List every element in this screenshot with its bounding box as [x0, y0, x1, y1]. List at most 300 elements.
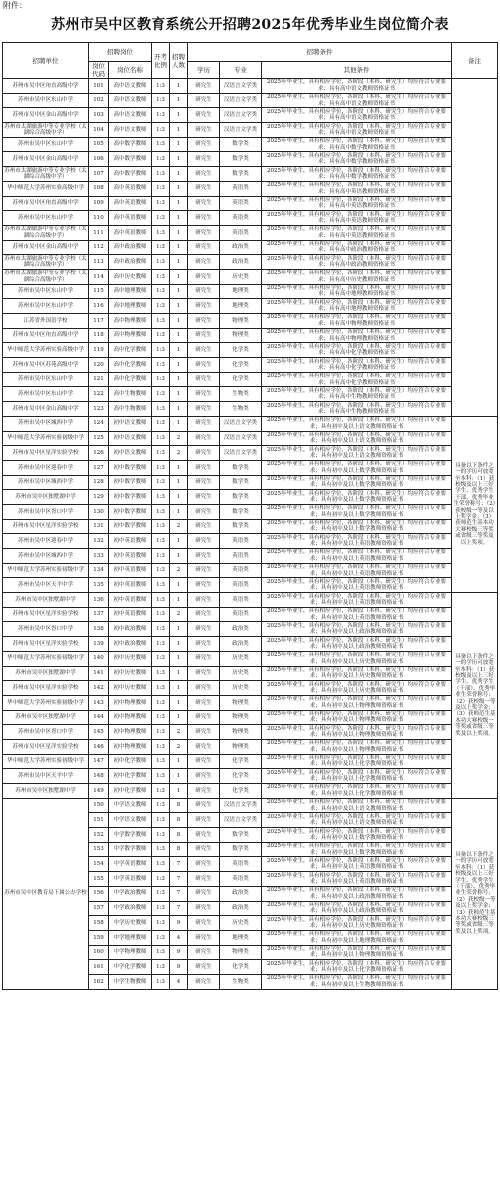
cell-major: 政治类: [220, 901, 262, 916]
cell-ratio: 1:3: [152, 813, 170, 828]
cell-post-name: 初中化学教师: [109, 754, 152, 769]
cell-major: 政治类: [220, 240, 262, 255]
cell-count: 1: [170, 490, 188, 505]
cell-other: 2025年毕业生，具有相应学位，各阶段（本科、研究生）均应符合专业要求；具有初中及以上英语教师资格证书: [262, 593, 452, 608]
cell-other: 2025年毕业生，具有相应学位，各阶段（本科、研究生）均应符合专业要求；具有初中及以上英语教师资格证书: [262, 534, 452, 549]
table-row: [3, 710, 498, 725]
cell-other: 2025年毕业生，具有相应学位，各阶段（本科、研究生）均应符合专业要求；具有初中及以上物理教师资格证书: [262, 695, 452, 710]
cell-ratio: 1:3: [152, 123, 170, 138]
cell-edu: 研究生: [188, 534, 220, 549]
cell-unit: 苏州市吴中区星洋实验学校: [3, 739, 89, 754]
cell-post-code: 111: [89, 225, 109, 240]
cell-post-name: 中学化学教师: [109, 960, 152, 975]
cell-major: 生物类: [220, 402, 262, 417]
cell-edu: 研究生: [188, 666, 220, 681]
page-title: 苏州市吴中区教育系统公开招聘2025年优秀毕业生岗位简介表: [51, 17, 449, 33]
cell-unit: 华中师范大学苏州实验初级中学: [3, 651, 89, 666]
cell-edu: 研究生: [188, 593, 220, 608]
cell-unit: 苏州市吴中区独墅湖中学: [3, 710, 89, 725]
cell-post-name: 初中历史教师: [109, 666, 152, 681]
cell-major: 数学类: [220, 842, 262, 857]
cell-other: 2025年毕业生，具有相应学位，各阶段（本科、研究生）均应符合专业要求；具有初中及以上政治教师资格证书: [262, 637, 452, 652]
header-ratio: 开考比例: [152, 43, 170, 79]
cell-other: 2025年毕业生，具有相应学位，各阶段（本科、研究生）均应符合专业要求；具有高中政治教师资格证书: [262, 255, 452, 270]
cell-post-code: 125: [89, 431, 109, 446]
cell-other: 2025年毕业生，具有相应学位，各阶段（本科、研究生）均应符合专业要求；具有初中及以上英语教师资格证书: [262, 607, 452, 622]
table-row: [3, 152, 498, 167]
table-body: [3, 79, 498, 990]
cell-note: 具备以下条件之一的学历可放宽至本科：（1）获校级及以上三好学生、优秀学生（干部）、优秀毕业生荣誉称号；（2）获校级一等及以上奖学金；（3）获师范生基本功大赛校级一等奖或省级三等奖及以上奖项。: [452, 593, 498, 799]
cell-major: 英语类: [220, 181, 262, 196]
table-row: [3, 225, 498, 240]
cell-count: 1: [170, 622, 188, 637]
cell-post-name: 高中历史教师: [109, 269, 152, 284]
cell-post-code: 122: [89, 387, 109, 402]
cell-post-name: 初中政治教师: [109, 637, 152, 652]
cell-post-code: 156: [89, 886, 109, 901]
cell-major: 汉语言文学类: [220, 79, 262, 94]
cell-post-code: 150: [89, 798, 109, 813]
cell-count: 1: [170, 108, 188, 123]
cell-other: 2025年毕业生，具有相应学位，各阶段（本科、研究生）均应符合专业要求；具有高中数学教师资格证书: [262, 137, 452, 152]
cell-other: 2025年毕业生，具有相应学位，各阶段（本科、研究生）均应符合专业要求；具有高中数学教师资格证书: [262, 167, 452, 182]
cell-major: 地理类: [220, 299, 262, 314]
table-row: [3, 387, 498, 402]
cell-edu: 研究生: [188, 181, 220, 196]
cell-ratio: 1:3: [152, 402, 170, 417]
cell-unit: 苏州市吴中区星洋实验学校: [3, 607, 89, 622]
cell-other: 2025年毕业生，具有相应学位，各阶段（本科、研究生）均应符合专业要求；具有初中及以上物理教师资格证书: [262, 725, 452, 740]
cell-ratio: 1:3: [152, 269, 170, 284]
cell-other: 2025年毕业生，具有相应学位，各阶段（本科、研究生）均应符合专业要求；具有高中数学教师资格证书: [262, 152, 452, 167]
cell-post-code: 103: [89, 108, 109, 123]
cell-unit: 华中师范大学苏州实验初级中学: [3, 754, 89, 769]
cell-unit: 苏州市吴中区城西中学: [3, 416, 89, 431]
header-edu: 学历: [188, 62, 220, 79]
table-row: [3, 534, 498, 549]
cell-post-code: 101: [89, 79, 109, 94]
cell-unit: 苏州市吴中区胥口中学: [3, 622, 89, 637]
cell-unit: 苏州市吴中区东山中学: [3, 284, 89, 299]
table-row: [3, 475, 498, 490]
cell-post-code: 115: [89, 284, 109, 299]
cell-count: 1: [170, 416, 188, 431]
cell-other: 2025年毕业生，具有相应学位，各阶段（本科、研究生）均应符合专业要求；具有高中化学教师资格证书: [262, 343, 452, 358]
cell-ratio: 1:3: [152, 710, 170, 725]
cell-edu: 研究生: [188, 681, 220, 696]
cell-ratio: 1:3: [152, 651, 170, 666]
cell-major: 历史类: [220, 681, 262, 696]
cell-edu: 研究生: [188, 798, 220, 813]
cell-post-name: 中学政治教师: [109, 886, 152, 901]
cell-post-name: 高中语文教师: [109, 108, 152, 123]
cell-post-code: 134: [89, 563, 109, 578]
cell-ratio: 1:3: [152, 504, 170, 519]
cell-post-name: 高中英语教师: [109, 211, 152, 226]
cell-major: 数学类: [220, 828, 262, 843]
cell-ratio: 1:3: [152, 79, 170, 94]
cell-major: 政治类: [220, 622, 262, 637]
cell-count: 7: [170, 886, 188, 901]
cell-ratio: 1:3: [152, 916, 170, 931]
cell-unit: 苏州市吴中区星洋实验学校: [3, 446, 89, 461]
cell-post-name: 高中生物教师: [109, 402, 152, 417]
table-row: [3, 181, 498, 196]
cell-major: 数学类: [220, 167, 262, 182]
cell-post-code: 112: [89, 240, 109, 255]
cell-unit: 苏州市吴中区金山高级中学: [3, 402, 89, 417]
cell-post-code: 107: [89, 167, 109, 182]
table-row: [3, 739, 498, 754]
table-row: [3, 328, 498, 343]
cell-edu: 研究生: [188, 607, 220, 622]
cell-ratio: 1:3: [152, 563, 170, 578]
cell-major: 化学类: [220, 754, 262, 769]
table-row: [3, 79, 498, 94]
cell-unit: 苏州市吴中区金山高级中学: [3, 240, 89, 255]
header-major: 专业: [220, 62, 262, 79]
cell-major: 汉语言文学类: [220, 446, 262, 461]
cell-other: 2025年毕业生，具有相应学位，各阶段（本科、研究生）均应符合专业要求；具有初中及以上物理教师资格证书: [262, 945, 452, 960]
cell-count: 2: [170, 446, 188, 461]
cell-other: 2025年毕业生，具有相应学位，各阶段（本科、研究生）均应符合专业要求；具有高中语文教师资格证书: [262, 93, 452, 108]
cell-count: 1: [170, 255, 188, 270]
cell-ratio: 1:3: [152, 181, 170, 196]
cell-count: 1: [170, 137, 188, 152]
cell-ratio: 1:3: [152, 886, 170, 901]
cell-post-code: 129: [89, 490, 109, 505]
cell-major: 英语类: [220, 211, 262, 226]
cell-unit: 苏州市吴中区迎春中学: [3, 460, 89, 475]
table-row: [3, 769, 498, 784]
cell-edu: 研究生: [188, 460, 220, 475]
cell-unit: 苏州市吴中区金山高级中学: [3, 152, 89, 167]
cell-count: 1: [170, 181, 188, 196]
cell-ratio: 1:3: [152, 842, 170, 857]
cell-other: 2025年毕业生，具有相应学位，各阶段（本科、研究生）均应符合专业要求；具有初中及以上化学教师资格证书: [262, 784, 452, 799]
cell-post-code: 106: [89, 152, 109, 167]
cell-other: 2025年毕业生，具有相应学位，各阶段（本科、研究生）均应符合专业要求；具有高中英语教师资格证书: [262, 196, 452, 211]
cell-post-name: 初中历史教师: [109, 651, 152, 666]
cell-major: 化学类: [220, 960, 262, 975]
cell-other: 2025年毕业生，具有相应学位，各阶段（本科、研究生）均应符合专业要求；具有初中及以上化学教师资格证书: [262, 754, 452, 769]
cell-major: 汉语言文学类: [220, 813, 262, 828]
cell-post-code: 130: [89, 504, 109, 519]
cell-post-code: 132: [89, 534, 109, 549]
cell-ratio: 1:3: [152, 358, 170, 373]
cell-major: 英语类: [220, 549, 262, 564]
cell-post-code: 137: [89, 607, 109, 622]
cell-unit: 苏州市吴中区胥口中学: [3, 725, 89, 740]
table-row: [3, 240, 498, 255]
cell-post-code: 151: [89, 813, 109, 828]
cell-ratio: 1:3: [152, 137, 170, 152]
cell-edu: 研究生: [188, 343, 220, 358]
cell-major: 英语类: [220, 563, 262, 578]
cell-edu: 研究生: [188, 695, 220, 710]
cell-count: 1: [170, 593, 188, 608]
cell-edu: 研究生: [188, 857, 220, 872]
cell-ratio: 1:3: [152, 828, 170, 843]
table-row: [3, 578, 498, 593]
cell-post-name: 高中语文教师: [109, 79, 152, 94]
cell-other: 2025年毕业生，具有相应学位，各阶段（本科、研究生）均应符合专业要求；具有高中语文教师资格证书: [262, 108, 452, 123]
cell-ratio: 1:3: [152, 387, 170, 402]
table-row: [3, 622, 498, 637]
cell-post-code: 128: [89, 475, 109, 490]
cell-ratio: 1:3: [152, 284, 170, 299]
cell-edu: 研究生: [188, 108, 220, 123]
cell-major: 汉语言文学类: [220, 416, 262, 431]
table-row: [3, 593, 498, 608]
cell-unit: 苏州市吴中区东山中学: [3, 93, 89, 108]
cell-major: 英语类: [220, 225, 262, 240]
cell-major: 汉语言文学类: [220, 108, 262, 123]
cell-unit: 苏州市吴中区东山中学: [3, 211, 89, 226]
cell-other: 2025年毕业生，具有相应学位，各阶段（本科、研究生）均应符合专业要求；具有高中化学教师资格证书: [262, 372, 452, 387]
cell-post-code: 160: [89, 945, 109, 960]
cell-other: 2025年毕业生，具有相应学位，各阶段（本科、研究生）均应符合专业要求；具有初中及以上化学教师资格证书: [262, 769, 452, 784]
cell-edu: 研究生: [188, 211, 220, 226]
cell-post-name: 高中数学教师: [109, 167, 152, 182]
cell-ratio: 1:3: [152, 372, 170, 387]
cell-ratio: 1:3: [152, 960, 170, 975]
cell-count: 9: [170, 916, 188, 931]
cell-edu: 研究生: [188, 358, 220, 373]
cell-ratio: 1:3: [152, 666, 170, 681]
cell-edu: 研究生: [188, 916, 220, 931]
cell-count: 1: [170, 269, 188, 284]
attachment-label: 附件：: [3, 1, 27, 10]
cell-post-name: 初中语文教师: [109, 446, 152, 461]
cell-count: 2: [170, 431, 188, 446]
cell-edu: 研究生: [188, 549, 220, 564]
cell-post-code: 145: [89, 725, 109, 740]
cell-major: 化学类: [220, 358, 262, 373]
cell-ratio: 1:3: [152, 475, 170, 490]
cell-post-code: 116: [89, 299, 109, 314]
cell-post-code: 120: [89, 358, 109, 373]
cell-ratio: 1:3: [152, 872, 170, 887]
table-row: [3, 284, 498, 299]
cell-other: 2025年毕业生，具有相应学位，各阶段（本科、研究生）均应符合专业要求；具有高中英语教师资格证书: [262, 211, 452, 226]
cell-unit: 华中师范大学苏州实验高级中学: [3, 343, 89, 358]
cell-post-code: 159: [89, 930, 109, 945]
cell-major: 汉语言文学类: [220, 798, 262, 813]
cell-unit: 苏州市吴中区城西中学: [3, 549, 89, 564]
cell-post-code: 108: [89, 181, 109, 196]
cell-unit: 苏州市吴中区甪直高级中学: [3, 79, 89, 94]
cell-major: 化学类: [220, 784, 262, 799]
cell-count: 1: [170, 123, 188, 138]
cell-other: 2025年毕业生，具有相应学位，各阶段（本科、研究生）均应符合专业要求；具有初中及以上英语教师资格证书: [262, 563, 452, 578]
cell-post-code: 104: [89, 123, 109, 138]
cell-ratio: 1:3: [152, 622, 170, 637]
table-row: [3, 490, 498, 505]
cell-ratio: 1:3: [152, 725, 170, 740]
cell-ratio: 1:3: [152, 769, 170, 784]
cell-post-name: 初中英语教师: [109, 549, 152, 564]
table-row: [3, 725, 498, 740]
cell-post-name: 高中生物教师: [109, 387, 152, 402]
cell-post-name: 初中数学教师: [109, 490, 152, 505]
cell-other: 2025年毕业生，具有相应学位，各阶段（本科、研究生）均应符合专业要求；具有初中及以上数学教师资格证书: [262, 519, 452, 534]
cell-post-name: 初中化学教师: [109, 784, 152, 799]
cell-unit: 苏州市吴中区星洋实验学校: [3, 681, 89, 696]
cell-other: 2025年毕业生，具有相应学位，各阶段（本科、研究生）均应符合专业要求；具有初中及以上数学教师资格证书: [262, 504, 452, 519]
cell-post-code: 161: [89, 960, 109, 975]
cell-edu: 研究生: [188, 563, 220, 578]
cell-count: 1: [170, 784, 188, 799]
cell-major: 汉语言文学类: [220, 123, 262, 138]
cell-unit: 苏州市吴中区独墅湖中学: [3, 593, 89, 608]
table-row: [3, 666, 498, 681]
cell-other: 2025年毕业生，具有相应学位，各阶段（本科、研究生）均应符合专业要求；具有初中及以上语文教师资格证书: [262, 798, 452, 813]
table-row: [3, 460, 498, 475]
cell-edu: 研究生: [188, 739, 220, 754]
cell-unit: 苏州市吴中区金山高级中学: [3, 108, 89, 123]
table-row: [3, 519, 498, 534]
cell-other: 2025年毕业生，具有相应学位，各阶段（本科、研究生）均应符合专业要求；具有初中及以上化学教师资格证书: [262, 960, 452, 975]
cell-other: 2025年毕业生，具有相应学位，各阶段（本科、研究生）均应符合专业要求；具有初中及以上英语教师资格证书: [262, 857, 452, 872]
cell-unit: 苏州市吴中区迎春中学: [3, 534, 89, 549]
cell-unit: 苏州市吴中区胥口中学: [3, 504, 89, 519]
cell-post-name: 高中语文教师: [109, 93, 152, 108]
table-row: [3, 446, 498, 461]
cell-unit: 苏州市吴中区城西中学: [3, 475, 89, 490]
cell-post-name: 初中英语教师: [109, 607, 152, 622]
cell-post-name: 初中英语教师: [109, 563, 152, 578]
cell-post-name: 中学数学教师: [109, 828, 152, 843]
cell-post-name: 初中化学教师: [109, 769, 152, 784]
cell-major: 政治类: [220, 255, 262, 270]
table-row: [3, 607, 498, 622]
cell-major: 生物类: [220, 387, 262, 402]
table-row: [3, 137, 498, 152]
table-row: [3, 358, 498, 373]
cell-ratio: 1:3: [152, 945, 170, 960]
cell-count: 1: [170, 343, 188, 358]
cell-other: 2025年毕业生，具有相应学位，各阶段（本科、研究生）均应符合专业要求；具有初中及以上物理教师资格证书: [262, 710, 452, 725]
cell-count: 1: [170, 152, 188, 167]
cell-post-code: 155: [89, 872, 109, 887]
cell-post-name: 中学英语教师: [109, 857, 152, 872]
table-row: [3, 651, 498, 666]
cell-post-name: 高中英语教师: [109, 181, 152, 196]
cell-edu: 研究生: [188, 372, 220, 387]
cell-post-name: 初中物理教师: [109, 725, 152, 740]
cell-unit: 苏州市吴中区天平中学: [3, 578, 89, 593]
cell-major: 数学类: [220, 137, 262, 152]
cell-major: 生物类: [220, 974, 262, 989]
table-row: [3, 93, 498, 108]
cell-unit: 华中师范大学苏州实验高级中学: [3, 181, 89, 196]
cell-edu: 研究生: [188, 886, 220, 901]
table-row: [3, 196, 498, 211]
cell-post-code: 135: [89, 578, 109, 593]
cell-ratio: 1:3: [152, 798, 170, 813]
cell-other: 2025年毕业生，具有相应学位，各阶段（本科、研究生）均应符合专业要求；具有初中及以上物理教师资格证书: [262, 739, 452, 754]
cell-other: 2025年毕业生，具有相应学位，各阶段（本科、研究生）均应符合专业要求；具有初中及以上数学教师资格证书: [262, 460, 452, 475]
cell-post-name: 高中数学教师: [109, 137, 152, 152]
cell-unit: 苏州市吴中区教育局下属公办学校: [3, 798, 89, 989]
cell-edu: 研究生: [188, 974, 220, 989]
cell-post-code: 140: [89, 651, 109, 666]
cell-edu: 研究生: [188, 416, 220, 431]
cell-edu: 研究生: [188, 387, 220, 402]
cell-post-name: 中学历史教师: [109, 916, 152, 931]
cell-other: 2025年毕业生，具有相应学位，各阶段（本科、研究生）均应符合专业要求；具有初中及以上数学教师资格证书: [262, 490, 452, 505]
cell-other: 2025年毕业生，具有相应学位，各阶段（本科、研究生）均应符合专业要求；具有高中化学教师资格证书: [262, 358, 452, 373]
cell-edu: 研究生: [188, 622, 220, 637]
cell-post-name: 高中化学教师: [109, 358, 152, 373]
cell-post-name: 初中数学教师: [109, 504, 152, 519]
table-row: [3, 299, 498, 314]
header-note: 备注: [452, 43, 498, 79]
cell-other: 2025年毕业生，具有相应学位，各阶段（本科、研究生）均应符合专业要求；具有高中英语教师资格证书: [262, 225, 452, 240]
cell-unit: 苏州市吴中区甪直高级中学: [3, 328, 89, 343]
cell-post-name: 中学英语教师: [109, 872, 152, 887]
table-row: [3, 416, 498, 431]
cell-unit: 苏州市吴中区星洋实验学校: [3, 637, 89, 652]
cell-other: 2025年毕业生，具有相应学位，各阶段（本科、研究生）均应符合专业要求；具有初中及以上政治教师资格证书: [262, 901, 452, 916]
cell-count: 2: [170, 563, 188, 578]
header-other: 其他条件: [262, 62, 452, 79]
cell-ratio: 1:3: [152, 930, 170, 945]
cell-major: 英语类: [220, 534, 262, 549]
cell-count: 7: [170, 901, 188, 916]
cell-count: 1: [170, 769, 188, 784]
cell-post-name: 高中数学教师: [109, 152, 152, 167]
cell-major: 数学类: [220, 152, 262, 167]
cell-major: 地理类: [220, 930, 262, 945]
cell-edu: 研究生: [188, 769, 220, 784]
cell-major: 英语类: [220, 196, 262, 211]
cell-ratio: 1:3: [152, 695, 170, 710]
cell-count: 9: [170, 960, 188, 975]
cell-major: 历史类: [220, 269, 262, 284]
cell-edu: 研究生: [188, 651, 220, 666]
cell-count: 1: [170, 460, 188, 475]
cell-count: 4: [170, 930, 188, 945]
header-post-code: 岗位代码: [89, 62, 109, 79]
cell-ratio: 1:3: [152, 578, 170, 593]
cell-ratio: 1:3: [152, 784, 170, 799]
cell-edu: 研究生: [188, 872, 220, 887]
table-row: [3, 637, 498, 652]
cell-post-name: 高中物理教师: [109, 314, 152, 329]
cell-post-code: 148: [89, 769, 109, 784]
table-row: [3, 108, 498, 123]
cell-unit: 江苏省外国语学校: [3, 314, 89, 329]
cell-post-name: 高中语文教师: [109, 123, 152, 138]
cell-post-name: 中学语文教师: [109, 813, 152, 828]
cell-count: 1: [170, 504, 188, 519]
cell-post-name: 高中地理教师: [109, 299, 152, 314]
cell-ratio: 1:3: [152, 460, 170, 475]
cell-other: 2025年毕业生，具有相应学位，各阶段（本科、研究生）均应符合专业要求；具有初中及以上数学教师资格证书: [262, 842, 452, 857]
cell-unit: 苏州市吴中区东山中学: [3, 372, 89, 387]
cell-post-name: 初中物理教师: [109, 710, 152, 725]
cell-major: 历史类: [220, 666, 262, 681]
cell-count: 1: [170, 299, 188, 314]
table-row: [3, 167, 498, 182]
cell-other: 2025年毕业生，具有相应学位，各阶段（本科、研究生）均应符合专业要求；具有高中语文教师资格证书: [262, 79, 452, 94]
cell-edu: 研究生: [188, 930, 220, 945]
cell-unit: 苏州市吴中区东山中学: [3, 299, 89, 314]
cell-post-name: 中学语文教师: [109, 798, 152, 813]
cell-other: 2025年毕业生，具有相应学位，各阶段（本科、研究生）均应符合专业要求；具有初中及以上英语教师资格证书: [262, 578, 452, 593]
